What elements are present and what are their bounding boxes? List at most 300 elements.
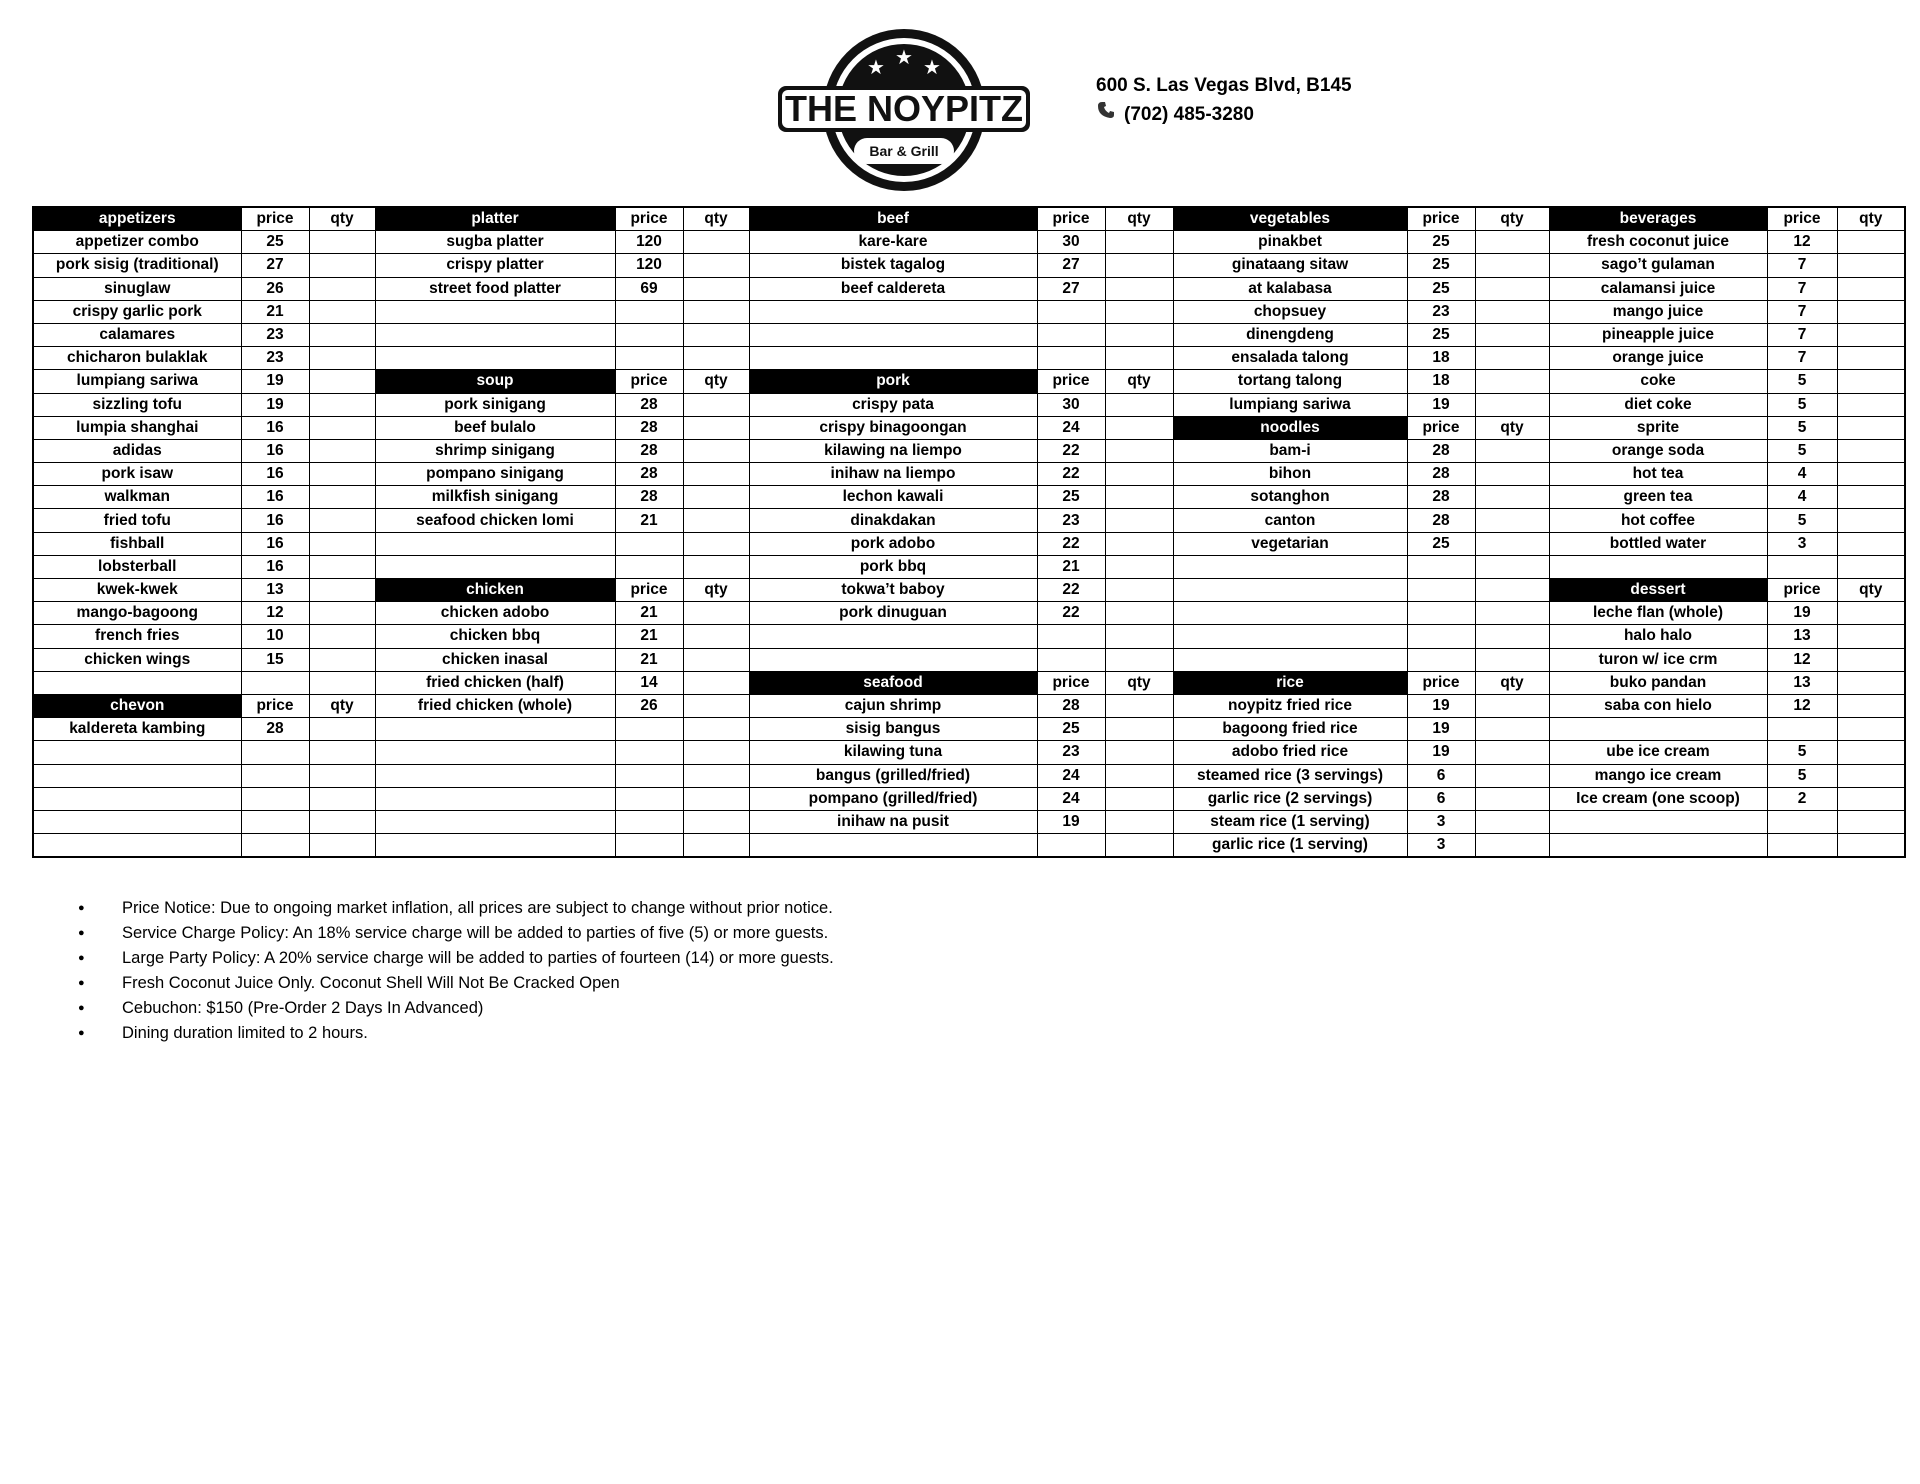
price-column-header: price (1767, 207, 1837, 231)
menu-row (33, 393, 1905, 416)
menu-item-price: 28 (1407, 439, 1475, 462)
qty-cell[interactable] (1837, 694, 1905, 717)
menu-item-name: sotanghon (1173, 486, 1407, 509)
menu-row (33, 463, 1905, 486)
menu-item-price: 30 (1037, 231, 1105, 254)
qty-cell[interactable] (683, 439, 749, 462)
qty-cell[interactable] (683, 486, 749, 509)
menu-item-name: dinengdeng (1173, 323, 1407, 346)
menu-item-price: 3 (1407, 810, 1475, 833)
section-header-rice: rice (1173, 671, 1407, 694)
menu-item-name: garlic rice (1 serving) (1173, 834, 1407, 858)
qty-cell[interactable] (683, 625, 749, 648)
menu-item-name: kilawing tuna (749, 741, 1037, 764)
qty-cell[interactable] (683, 671, 749, 694)
menu-item-name: calamansi juice (1549, 277, 1767, 300)
empty-cell (683, 555, 749, 578)
menu-item-name: inihaw na liempo (749, 463, 1037, 486)
restaurant-contact (1096, 72, 1352, 129)
qty-cell[interactable] (1837, 254, 1905, 277)
menu-item-name: bistek tagalog (749, 254, 1037, 277)
menu-row (33, 347, 1905, 370)
qty-cell[interactable] (1837, 532, 1905, 555)
qty-cell[interactable] (1475, 393, 1549, 416)
menu-item-price: 18 (1407, 347, 1475, 370)
qty-column-header: qty (1105, 207, 1173, 231)
menu-row (33, 532, 1905, 555)
menu-row (33, 579, 1905, 602)
qty-cell[interactable] (1105, 231, 1173, 254)
qty-cell[interactable] (1105, 694, 1173, 717)
price-column-header: price (1407, 671, 1475, 694)
qty-cell[interactable] (683, 694, 749, 717)
qty-cell[interactable] (309, 463, 375, 486)
qty-cell[interactable] (1105, 416, 1173, 439)
qty-cell[interactable] (309, 393, 375, 416)
qty-cell[interactable] (309, 486, 375, 509)
menu-item-price: 26 (241, 277, 309, 300)
empty-cell (683, 764, 749, 787)
qty-cell[interactable] (309, 231, 375, 254)
qty-cell[interactable] (1475, 834, 1549, 858)
menu-item-name: noypitz fried rice (1173, 694, 1407, 717)
qty-cell[interactable] (683, 463, 749, 486)
menu-row (33, 370, 1905, 393)
qty-cell[interactable] (1837, 718, 1905, 741)
menu-item-price: 13 (1767, 625, 1837, 648)
menu-item-name: lechon kawali (749, 486, 1037, 509)
phone-number: (702) 485-3280 (1124, 103, 1254, 125)
price-column-header: price (241, 207, 309, 231)
qty-cell[interactable] (1475, 300, 1549, 323)
qty-cell[interactable] (1837, 323, 1905, 346)
empty-cell (615, 300, 683, 323)
menu-item-price: 16 (241, 509, 309, 532)
empty-cell (33, 787, 241, 810)
menu-item-name: lumpiang sariwa (33, 370, 241, 393)
qty-cell[interactable] (1837, 625, 1905, 648)
menu-row (33, 254, 1905, 277)
menu-item-name: milkfish sinigang (375, 486, 615, 509)
section-header-chevon: chevon (33, 694, 241, 717)
menu-item-name: calamares (33, 323, 241, 346)
qty-cell[interactable] (1105, 439, 1173, 462)
menu-row (33, 300, 1905, 323)
svg-text:★: ★ (867, 55, 885, 79)
empty-cell (241, 741, 309, 764)
menu-item-name: coke (1549, 370, 1767, 393)
menu-item-price: 28 (1407, 509, 1475, 532)
empty-cell (615, 323, 683, 346)
qty-cell[interactable] (1837, 787, 1905, 810)
section-header-noodles: noodles (1173, 416, 1407, 439)
empty-cell (615, 810, 683, 833)
qty-cell[interactable] (1475, 532, 1549, 555)
menu-item-name: adobo fried rice (1173, 741, 1407, 764)
menu-item-name: tokwa’t baboy (749, 579, 1037, 602)
menu-item-price: 21 (241, 300, 309, 323)
qty-cell[interactable] (683, 231, 749, 254)
qty-cell[interactable] (1105, 718, 1173, 741)
menu-item-name: ginataang sitaw (1173, 254, 1407, 277)
menu-item-price: 12 (1767, 694, 1837, 717)
menu-item-price: 23 (241, 347, 309, 370)
menu-item-name: beef bulalo (375, 416, 615, 439)
menu-item-price: 12 (241, 602, 309, 625)
menu-item-name: lobsterball (33, 555, 241, 578)
empty-cell (1037, 347, 1105, 370)
empty-cell (683, 347, 749, 370)
menu-item-name: fried tofu (33, 509, 241, 532)
qty-cell[interactable] (1475, 486, 1549, 509)
empty-cell (749, 834, 1037, 858)
menu-item-name: tortang talong (1173, 370, 1407, 393)
menu-row (33, 810, 1905, 833)
section-header-platter: platter (375, 207, 615, 231)
menu-row (33, 323, 1905, 346)
menu-item-price: 6 (1407, 764, 1475, 787)
menu-item-name: fishball (33, 532, 241, 555)
menu-item-name: kwek-kwek (33, 579, 241, 602)
menu-item-price: 21 (1037, 555, 1105, 578)
qty-cell[interactable] (1105, 254, 1173, 277)
qty-cell[interactable] (683, 416, 749, 439)
menu-row (33, 834, 1905, 858)
qty-cell[interactable] (1837, 463, 1905, 486)
qty-cell[interactable] (1837, 602, 1905, 625)
menu-row (33, 207, 1905, 231)
qty-column-header: qty (683, 370, 749, 393)
menu-item-name: dinakdakan (749, 509, 1037, 532)
qty-cell[interactable] (1837, 370, 1905, 393)
logo-tagline: Bar & Grill (869, 143, 939, 159)
menu-item-price: 5 (1767, 370, 1837, 393)
qty-cell[interactable] (1475, 509, 1549, 532)
menu-item-price: 2 (1767, 787, 1837, 810)
qty-cell[interactable] (683, 393, 749, 416)
empty-cell (309, 834, 375, 858)
qty-cell[interactable] (309, 532, 375, 555)
menu-item-price: 16 (241, 532, 309, 555)
empty-cell (241, 671, 309, 694)
menu-item-price: 120 (615, 231, 683, 254)
qty-column-header: qty (1105, 370, 1173, 393)
menu-item-name: bagoong fried rice (1173, 718, 1407, 741)
menu-item-name: green tea (1549, 486, 1767, 509)
menu-item-name: crispy garlic pork (33, 300, 241, 323)
empty-cell (1037, 834, 1105, 858)
qty-cell[interactable] (1475, 439, 1549, 462)
menu-item-price: 25 (1037, 486, 1105, 509)
menu-item-price: 25 (1037, 718, 1105, 741)
menu-item-name: lumpiang sariwa (1173, 393, 1407, 416)
qty-cell[interactable] (309, 509, 375, 532)
menu-item-name: crispy pata (749, 393, 1037, 416)
price-column-header: price (1407, 416, 1475, 439)
menu-item-price: 10 (241, 625, 309, 648)
empty-cell (749, 323, 1037, 346)
qty-cell[interactable] (1105, 741, 1173, 764)
menu-item-price: 19 (1407, 718, 1475, 741)
menu-item-price: 5 (1767, 764, 1837, 787)
qty-cell[interactable] (1475, 277, 1549, 300)
menu-item-price: 5 (1767, 741, 1837, 764)
empty-cell (1105, 347, 1173, 370)
menu-item-price: 28 (1407, 486, 1475, 509)
empty-cell (375, 323, 615, 346)
qty-column-header: qty (309, 694, 375, 717)
empty-cell (1105, 834, 1173, 858)
restaurant-logo (774, 24, 1034, 194)
menu-item-price: 21 (615, 625, 683, 648)
qty-cell[interactable] (1475, 323, 1549, 346)
menu-item-name: leche flan (whole) (1549, 602, 1767, 625)
qty-cell[interactable] (683, 648, 749, 671)
empty-cell (683, 741, 749, 764)
qty-cell[interactable] (1837, 393, 1905, 416)
qty-cell[interactable] (1837, 509, 1905, 532)
menu-item-price: 25 (1407, 231, 1475, 254)
qty-cell[interactable] (1105, 579, 1173, 602)
qty-column-header: qty (1475, 207, 1549, 231)
menu-item-price: 120 (615, 254, 683, 277)
section-header-beverages: beverages (1549, 207, 1767, 231)
qty-cell[interactable] (1475, 347, 1549, 370)
qty-cell[interactable] (1105, 393, 1173, 416)
empty-cell (241, 810, 309, 833)
qty-cell[interactable] (309, 370, 375, 393)
empty-cell (1037, 625, 1105, 648)
menu-item-name: lumpia shanghai (33, 416, 241, 439)
menu-item-price: 23 (1037, 741, 1105, 764)
empty-cell (241, 787, 309, 810)
logo-wordmark: THE NOYPITZ (784, 88, 1024, 129)
qty-cell[interactable] (1475, 787, 1549, 810)
empty-cell (1549, 555, 1767, 578)
qty-cell[interactable] (309, 323, 375, 346)
qty-cell[interactable] (1837, 486, 1905, 509)
empty-cell (1105, 300, 1173, 323)
qty-cell[interactable] (683, 509, 749, 532)
qty-cell[interactable] (1837, 347, 1905, 370)
empty-cell (683, 834, 749, 858)
qty-cell[interactable] (683, 602, 749, 625)
empty-cell (615, 741, 683, 764)
menu-item-name: at kalabasa (1173, 277, 1407, 300)
qty-cell[interactable] (309, 625, 375, 648)
qty-cell[interactable] (1105, 555, 1173, 578)
menu-item-name: bihon (1173, 463, 1407, 486)
note-item: ● Cebuchon: $150 (Pre-Order 2 Days In Advanced) (78, 996, 834, 1021)
qty-cell[interactable] (1475, 810, 1549, 833)
qty-cell[interactable] (1475, 741, 1549, 764)
qty-cell[interactable] (1837, 416, 1905, 439)
menu-item-name: fresh coconut juice (1549, 231, 1767, 254)
qty-cell[interactable] (1105, 764, 1173, 787)
menu-item-price: 19 (1767, 602, 1837, 625)
empty-cell (375, 834, 615, 858)
qty-cell[interactable] (309, 254, 375, 277)
empty-cell (1475, 648, 1549, 671)
qty-cell[interactable] (1105, 509, 1173, 532)
empty-cell (33, 810, 241, 833)
empty-cell (1475, 555, 1549, 578)
qty-cell[interactable] (1837, 648, 1905, 671)
menu-item-name: canton (1173, 509, 1407, 532)
menu-item-name: chopsuey (1173, 300, 1407, 323)
menu-item-price: 3 (1407, 834, 1475, 858)
qty-cell[interactable] (309, 416, 375, 439)
menu-row (33, 555, 1905, 578)
qty-cell[interactable] (309, 718, 375, 741)
qty-cell[interactable] (1837, 231, 1905, 254)
qty-cell[interactable] (683, 277, 749, 300)
menu-item-price: 28 (615, 393, 683, 416)
empty-cell (375, 300, 615, 323)
menu-item-name: ensalada talong (1173, 347, 1407, 370)
qty-cell[interactable] (1475, 764, 1549, 787)
section-header-seafood: seafood (749, 671, 1037, 694)
menu-item-name: turon w/ ice crm (1549, 648, 1767, 671)
menu-item-price: 14 (615, 671, 683, 694)
qty-cell[interactable] (683, 254, 749, 277)
menu-item-name: beef caldereta (749, 277, 1037, 300)
menu-item-price: 19 (1037, 810, 1105, 833)
menu-row (33, 416, 1905, 439)
qty-cell[interactable] (309, 439, 375, 462)
menu-item-price: 22 (1037, 532, 1105, 555)
qty-cell[interactable] (1475, 694, 1549, 717)
qty-cell[interactable] (309, 277, 375, 300)
menu-item-price: 19 (1407, 694, 1475, 717)
qty-cell[interactable] (1105, 602, 1173, 625)
menu-row (33, 671, 1905, 694)
empty-cell (241, 834, 309, 858)
menu-item-name: mango ice cream (1549, 764, 1767, 787)
empty-cell (749, 625, 1037, 648)
note-item: ● Fresh Coconut Juice Only. Coconut Shell Will Not Be Cracked Open (78, 971, 834, 996)
qty-cell[interactable] (1105, 486, 1173, 509)
qty-column-header: qty (1475, 671, 1549, 694)
empty-cell (683, 300, 749, 323)
empty-cell (309, 787, 375, 810)
menu-item-name: hot tea (1549, 463, 1767, 486)
menu-item-name: pork adobo (749, 532, 1037, 555)
menu-item-price: 7 (1767, 300, 1837, 323)
qty-cell[interactable] (1105, 810, 1173, 833)
menu-item-name: diet coke (1549, 393, 1767, 416)
empty-cell (615, 555, 683, 578)
section-header-beef: beef (749, 207, 1037, 231)
qty-cell[interactable] (1837, 439, 1905, 462)
empty-cell (375, 532, 615, 555)
empty-cell (615, 787, 683, 810)
qty-cell[interactable] (1837, 764, 1905, 787)
menu-item-price: 7 (1767, 254, 1837, 277)
menu-item-price: 15 (241, 648, 309, 671)
menu-item-name: pork sinigang (375, 393, 615, 416)
menu-item-price: 19 (1407, 741, 1475, 764)
menu-item-price: 24 (1037, 764, 1105, 787)
empty-cell (375, 741, 615, 764)
empty-cell (615, 532, 683, 555)
qty-cell[interactable] (1837, 671, 1905, 694)
menu-item-price: 4 (1767, 463, 1837, 486)
qty-cell[interactable] (1105, 787, 1173, 810)
menu-item-name: kilawing na liempo (749, 439, 1037, 462)
qty-cell[interactable] (1475, 718, 1549, 741)
qty-cell[interactable] (1837, 741, 1905, 764)
menu-item-price: 25 (1407, 532, 1475, 555)
qty-cell[interactable] (1475, 463, 1549, 486)
empty-cell (615, 834, 683, 858)
menu-item-price: 27 (1037, 254, 1105, 277)
menu-item-name: chicharon bulaklak (33, 347, 241, 370)
empty-cell (1549, 834, 1767, 858)
menu-item-name: pork dinuguan (749, 602, 1037, 625)
price-column-header: price (1037, 370, 1105, 393)
menu-item-name: kare-kare (749, 231, 1037, 254)
qty-cell[interactable] (1105, 532, 1173, 555)
qty-cell[interactable] (309, 300, 375, 323)
menu-item-price: 5 (1767, 393, 1837, 416)
qty-cell[interactable] (309, 347, 375, 370)
menu-item-price: 19 (241, 370, 309, 393)
qty-cell[interactable] (309, 648, 375, 671)
qty-cell[interactable] (1837, 277, 1905, 300)
qty-cell[interactable] (1105, 277, 1173, 300)
menu-item-name: orange soda (1549, 439, 1767, 462)
empty-cell (683, 532, 749, 555)
qty-cell[interactable] (309, 555, 375, 578)
menu-item-name: seafood chicken lomi (375, 509, 615, 532)
empty-cell (1173, 555, 1407, 578)
qty-column-header: qty (309, 207, 375, 231)
qty-column-header: qty (1105, 671, 1173, 694)
qty-cell[interactable] (1837, 300, 1905, 323)
empty-cell (683, 810, 749, 833)
menu-item-name: street food platter (375, 277, 615, 300)
empty-cell (1037, 648, 1105, 671)
menu-item-price: 25 (1407, 254, 1475, 277)
qty-cell[interactable] (309, 579, 375, 602)
menu-item-price: 16 (241, 463, 309, 486)
empty-cell (615, 718, 683, 741)
qty-cell[interactable] (1475, 254, 1549, 277)
qty-cell[interactable] (1475, 370, 1549, 393)
empty-cell (1475, 602, 1549, 625)
section-header-appetizers: appetizers (33, 207, 241, 231)
menu-item-name: bam-i (1173, 439, 1407, 462)
menu-item-name: bottled water (1549, 532, 1767, 555)
menu-item-name: chicken inasal (375, 648, 615, 671)
empty-cell (375, 810, 615, 833)
empty-cell (1105, 648, 1173, 671)
menu-item-price: 21 (615, 648, 683, 671)
empty-cell (33, 764, 241, 787)
menu-item-price: 22 (1037, 602, 1105, 625)
qty-cell[interactable] (1105, 463, 1173, 486)
menu-item-name: french fries (33, 625, 241, 648)
qty-cell[interactable] (1475, 231, 1549, 254)
address-line (1096, 72, 1352, 100)
menu-item-price: 18 (1407, 370, 1475, 393)
menu-item-name: shrimp sinigang (375, 439, 615, 462)
menu-item-price: 7 (1767, 323, 1837, 346)
menu-item-name: steamed rice (3 servings) (1173, 764, 1407, 787)
qty-cell[interactable] (309, 602, 375, 625)
menu-item-name: crispy binagoongan (749, 416, 1037, 439)
